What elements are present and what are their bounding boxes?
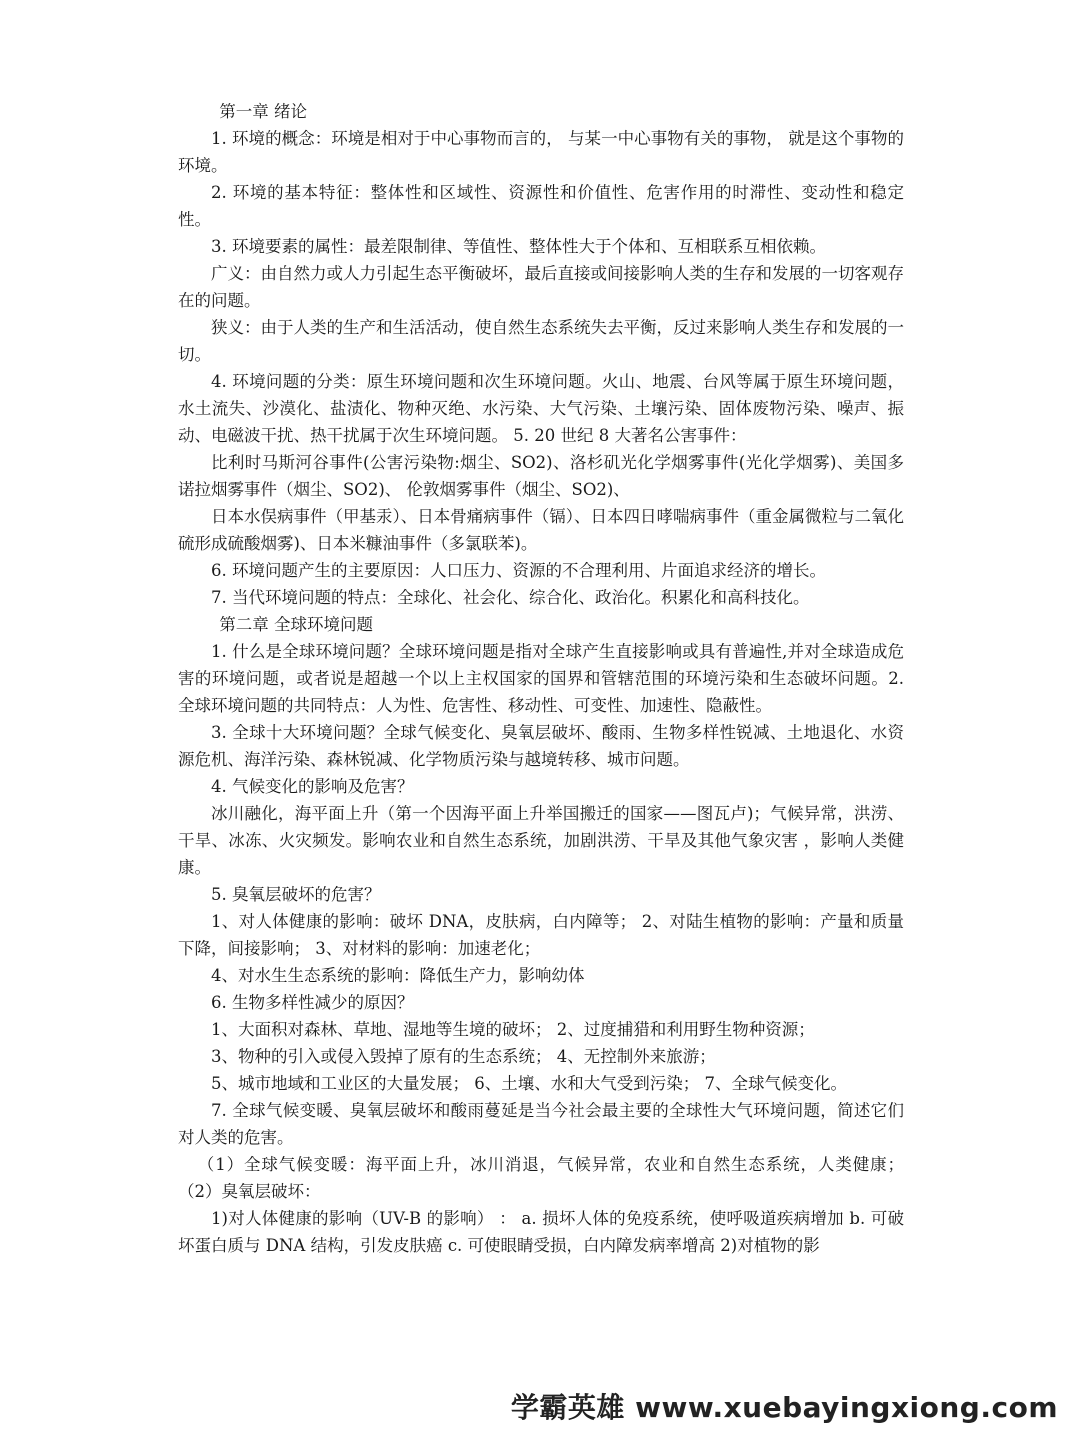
- paragraph-climate-question: 4. 气候变化的影响及危害？: [211, 777, 414, 796]
- paragraph-biodiversity-question: 6. 生物多样性减少的原因？: [211, 993, 414, 1012]
- paragraph-broad-definition: 广义：由自然力或人力引起生态平衡破坏，最后直接或间接影响人类的生存和发展的一切客观存在的问题。: [178, 264, 904, 310]
- site-watermark: 学霸英雄 www.xuebayingxiong.com: [510, 1391, 1058, 1424]
- paragraph-problem-classification: 4. 环境问题的分类：原生环境问题和次生环境问题。火山、地震、台风等属于原生环境问题，水土流失、沙漠化、盐渍化、物种灭绝、水污染、大气污染、土壤污染、固体废物污染、噪声、振动、电磁波干扰、热干扰属于次生环境问题。 5. 20 世纪 8 大著名公害事件：: [178, 372, 904, 445]
- paragraph-environment-concept: 1. 环境的概念：环境是相对于中心事物而言的， 与某一中心事物有关的事物， 就是这个事物的环境。: [178, 129, 904, 175]
- paragraph-global-problem-definition: 1. 什么是全球环境问题？全球环境问题是指对全球产生直接影响或具有普遍性,并对全球造成危害的环境问题，或者说是超越一个以上主权国家的国界和管辖范围的环境污染和生态破坏问题。2. 全球环境问题的共同特点：人为性、危害性、移动性、可变性、加速性、隐蔽性。: [178, 642, 910, 715]
- paragraph-climate-answer: 冰川融化，海平面上升（第一个因海平面上升举国搬迁的国家——图瓦卢)；气候异常，洪涝、干旱、冰冻、火灾频发。影响农业和自然生态系统，加剧洪涝、干旱及其他气象灾害 ，影响人类健康。: [178, 804, 904, 877]
- paragraph-biodiversity-answer-3: 5、城市地域和工业区的大量发展； 6、土壤、水和大气受到污染； 7、全球气候变化。: [211, 1074, 847, 1093]
- paragraph-ozone-answer-2: 4、对水生生态系统的影响：降低生产力，影响幼体: [211, 966, 585, 985]
- paragraph-ozone-question: 5. 臭氧层破坏的危害？: [211, 885, 381, 904]
- chapter-1-title: 第一章 绪论: [219, 102, 307, 121]
- paragraph-element-attributes: 3. 环境要素的属性：最差限制律、等值性、整体性大于个体和、互相联系互相依赖。: [211, 237, 826, 256]
- paragraph-ozone-answer-1: 1、对人体健康的影响：破坏 DNA，皮肤病，白内障等； 2、对陆生植物的影响：产量和质量下降，间接影响； 3、对材料的影响：加速老化；: [178, 912, 904, 958]
- paragraph-biodiversity-answer-2: 3、物种的引入或侵入毁掉了原有的生态系统； 4、无控制外来旅游；: [211, 1047, 716, 1066]
- paragraph-narrow-definition: 狭义：由于人类的生产和生活活动，使自然生态系统失去平衡，反过来影响人类生存和发展的一切。: [178, 318, 904, 364]
- paragraph-atmospheric-question: 7. 全球气候变暖、臭氧层破坏和酸雨蔓延是当今社会最主要的全球性大气环境问题，简述它们对人类的危害。: [178, 1101, 904, 1147]
- paragraph-atmospheric-answer-1: （1）全球气候变暖：海平面上升，冰川消退，气候异常，农业和自然生态系统，人类健康； （2）臭氧层破坏：: [178, 1155, 910, 1201]
- paragraph-ten-global-problems: 3. 全球十大环境问题？全球气候变化、臭氧层破坏、酸雨、生物多样性锐减、土地退化、水资源危机、海洋污染、森林锐减、化学物质污染与越境转移、城市问题。: [178, 723, 904, 769]
- chapter-2-title: 第二章 全球环境问题: [219, 615, 373, 634]
- paragraph-basic-features: 2. 环境的基本特征：整体性和区域性、资源性和价值性、危害作用的时滞性、变动性和稳定性。: [178, 183, 904, 229]
- paragraph-contemporary-features: 7. 当代环境问题的特点：全球化、社会化、综合化、政治化。积累化和高科技化。: [211, 588, 810, 607]
- paragraph-pollution-events-1: 比利时马斯河谷事件(公害污染物:烟尘、SO2)、洛杉矶光化学烟雾事件(光化学烟雾)、美国多诺拉烟雾事件（烟尘、SO2)、 伦敦烟雾事件（烟尘、SO2)、: [178, 453, 904, 499]
- paragraph-pollution-events-2: 日本水俣病事件（甲基汞）、日本骨痛病事件（镉）、日本四日哮喘病事件（重金属微粒与二氧化硫形成硫酸烟雾)、日本米糠油事件（多氯联苯)。: [178, 507, 904, 553]
- paragraph-main-causes: 6. 环境问题产生的主要原因：人口压力、资源的不合理利用、片面追求经济的增长。: [211, 561, 826, 580]
- paragraph-atmospheric-answer-2: 1)对人体健康的影响（UV-B 的影响） ： a. 损坏人体的免疫系统，使呼吸道疾病增加 b. 可破坏蛋白质与 DNA 结构，引发皮肤癌 c. 可使眼睛受损，白内障发病率增高 2)对植物的影: [178, 1209, 904, 1255]
- paragraph-biodiversity-answer-1: 1、大面积对森林、草地、湿地等生境的破坏； 2、过度捕猎和利用野生物种资源；: [211, 1020, 815, 1039]
- document-body: [178, 98, 910, 1259]
